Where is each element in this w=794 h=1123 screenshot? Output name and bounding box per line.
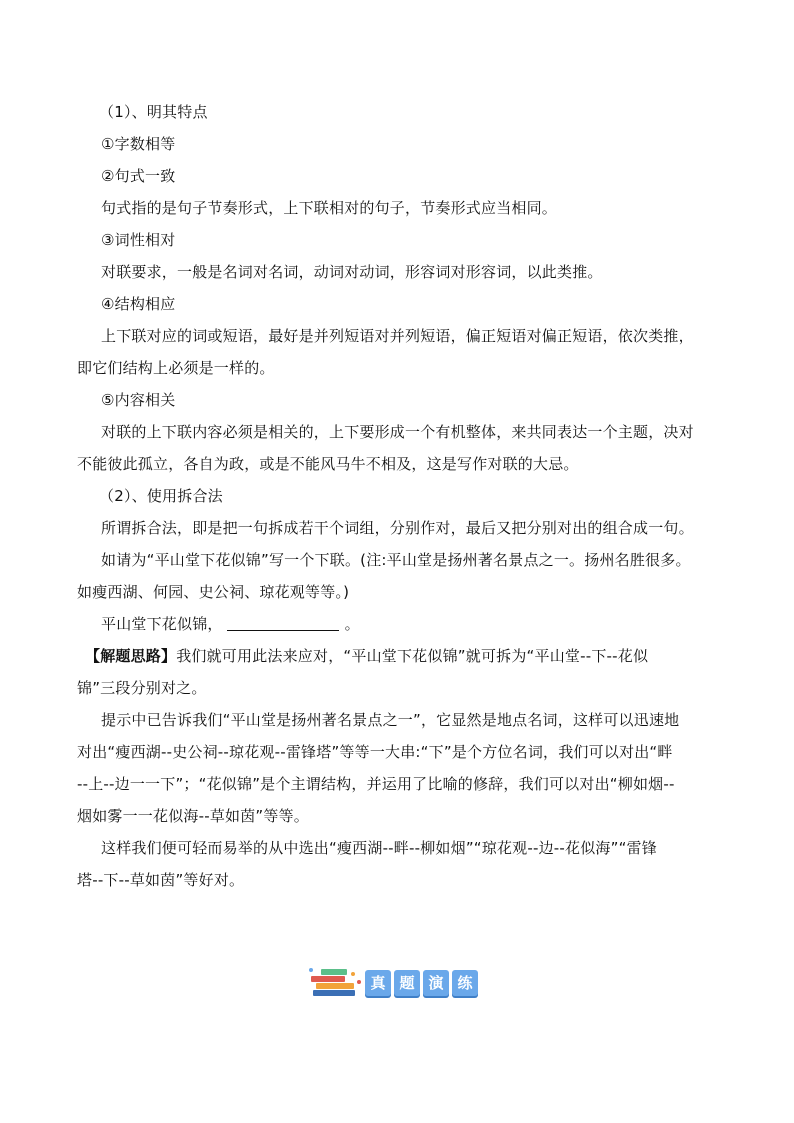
paragraph-line: 对联的上下联内容必须是相关的，上下要形成一个有机整体，来共同表达一个主题，决对 bbox=[101, 423, 694, 441]
tip-text: 我们就可用此法来应对，“平山堂下花似锦”就可拆为“平山堂--下--花似 bbox=[176, 647, 649, 665]
paragraph-line: 不能彼此孤立，各自为政，或是不能风马牛不相及，这是写作对联的大忌。 bbox=[77, 455, 579, 473]
method-description: 所谓拆合法，即是把一句拆成若干个词组，分别作对，最后又把分别对出的组合成一句。 bbox=[101, 519, 694, 537]
result-paragraph bbox=[77, 832, 717, 896]
tip-paragraph bbox=[77, 640, 717, 704]
hint-paragraph bbox=[77, 704, 717, 832]
practice-banner bbox=[307, 966, 478, 1000]
blank-suffix: 。 bbox=[344, 615, 360, 633]
feature-item-1: ①字数相等 bbox=[101, 135, 176, 153]
paragraph-line: 对出“瘦西湖--史公祠--琼花观--雷锋塔”等等一大串:“下”是个方位名词，我们可以对出“畔 bbox=[77, 743, 673, 761]
paragraph-line: 提示中已告诉我们“平山堂是扬州著名景点之一”，它显然是地点名词，这样可以迅速地 bbox=[101, 711, 680, 729]
paragraph-line: 上下联对应的词或短语，最好是并列短语对并列短语，偏正短语对偏正短语，依次类推， bbox=[101, 327, 694, 345]
paragraph-line: 锦”三段分别对之。 bbox=[77, 679, 207, 697]
paragraph-line: 即它们结构上必须是一样的。 bbox=[77, 359, 275, 377]
feature-item-5: ⑤内容相关 bbox=[101, 391, 176, 409]
example-paragraph bbox=[77, 544, 717, 608]
answer-blank[interactable] bbox=[227, 616, 339, 631]
paragraph-line: 如请为“平山堂下花似锦”写一个下联。(注:平山堂是扬州著名景点之一。扬州名胜很多。 bbox=[101, 551, 691, 569]
paragraph-line: 烟如雾一一花似海--草如茵”等等。 bbox=[77, 807, 309, 825]
paragraph-line bbox=[77, 640, 717, 672]
blank-prefix: 平山堂下花似锦， bbox=[101, 615, 223, 633]
feature-item-3-desc: 对联要求，一般是名词对名词，动词对动词，形容词对形容词，以此类推。 bbox=[101, 263, 603, 281]
banner-char: 题 bbox=[394, 970, 420, 996]
paragraph-line: 这样我们便可轻而易举的从中选出“瘦西湖--畔--柳如烟”“琼花观--边--花似海”“雷锋 bbox=[101, 839, 657, 857]
feature-item-2: ②句式一致 bbox=[101, 167, 176, 185]
tip-label: 【解题思路】 bbox=[85, 647, 177, 665]
feature-item-3: ③词性相对 bbox=[101, 231, 176, 249]
fill-blank-line bbox=[77, 608, 717, 640]
feature-item-4-desc bbox=[77, 320, 717, 384]
paragraph-line: 塔--下--草如茵”等好对。 bbox=[77, 871, 245, 889]
books-icon bbox=[307, 966, 363, 1000]
section-heading-2: （2）、使用拆合法 bbox=[99, 487, 223, 505]
feature-item-5-desc bbox=[77, 416, 717, 480]
feature-item-4: ④结构相应 bbox=[101, 295, 176, 313]
banner-char: 演 bbox=[423, 970, 449, 996]
paragraph-line: --上--边一一下”；“花似锦”是个主谓结构，并运用了比喻的修辞，我们可以对出“柳如烟-- bbox=[77, 775, 675, 793]
banner-char: 练 bbox=[452, 970, 478, 996]
banner-char: 真 bbox=[365, 970, 391, 996]
paragraph-line: 如瘦西湖、何园、史公祠、琼花观等等。) bbox=[77, 583, 350, 601]
feature-item-2-desc: 句式指的是句子节奏形式，上下联相对的句子，节奏形式应当相同。 bbox=[101, 199, 558, 217]
banner-title bbox=[365, 970, 478, 996]
section-heading-1: （1）、明其特点 bbox=[99, 103, 208, 121]
document-body bbox=[77, 96, 717, 896]
